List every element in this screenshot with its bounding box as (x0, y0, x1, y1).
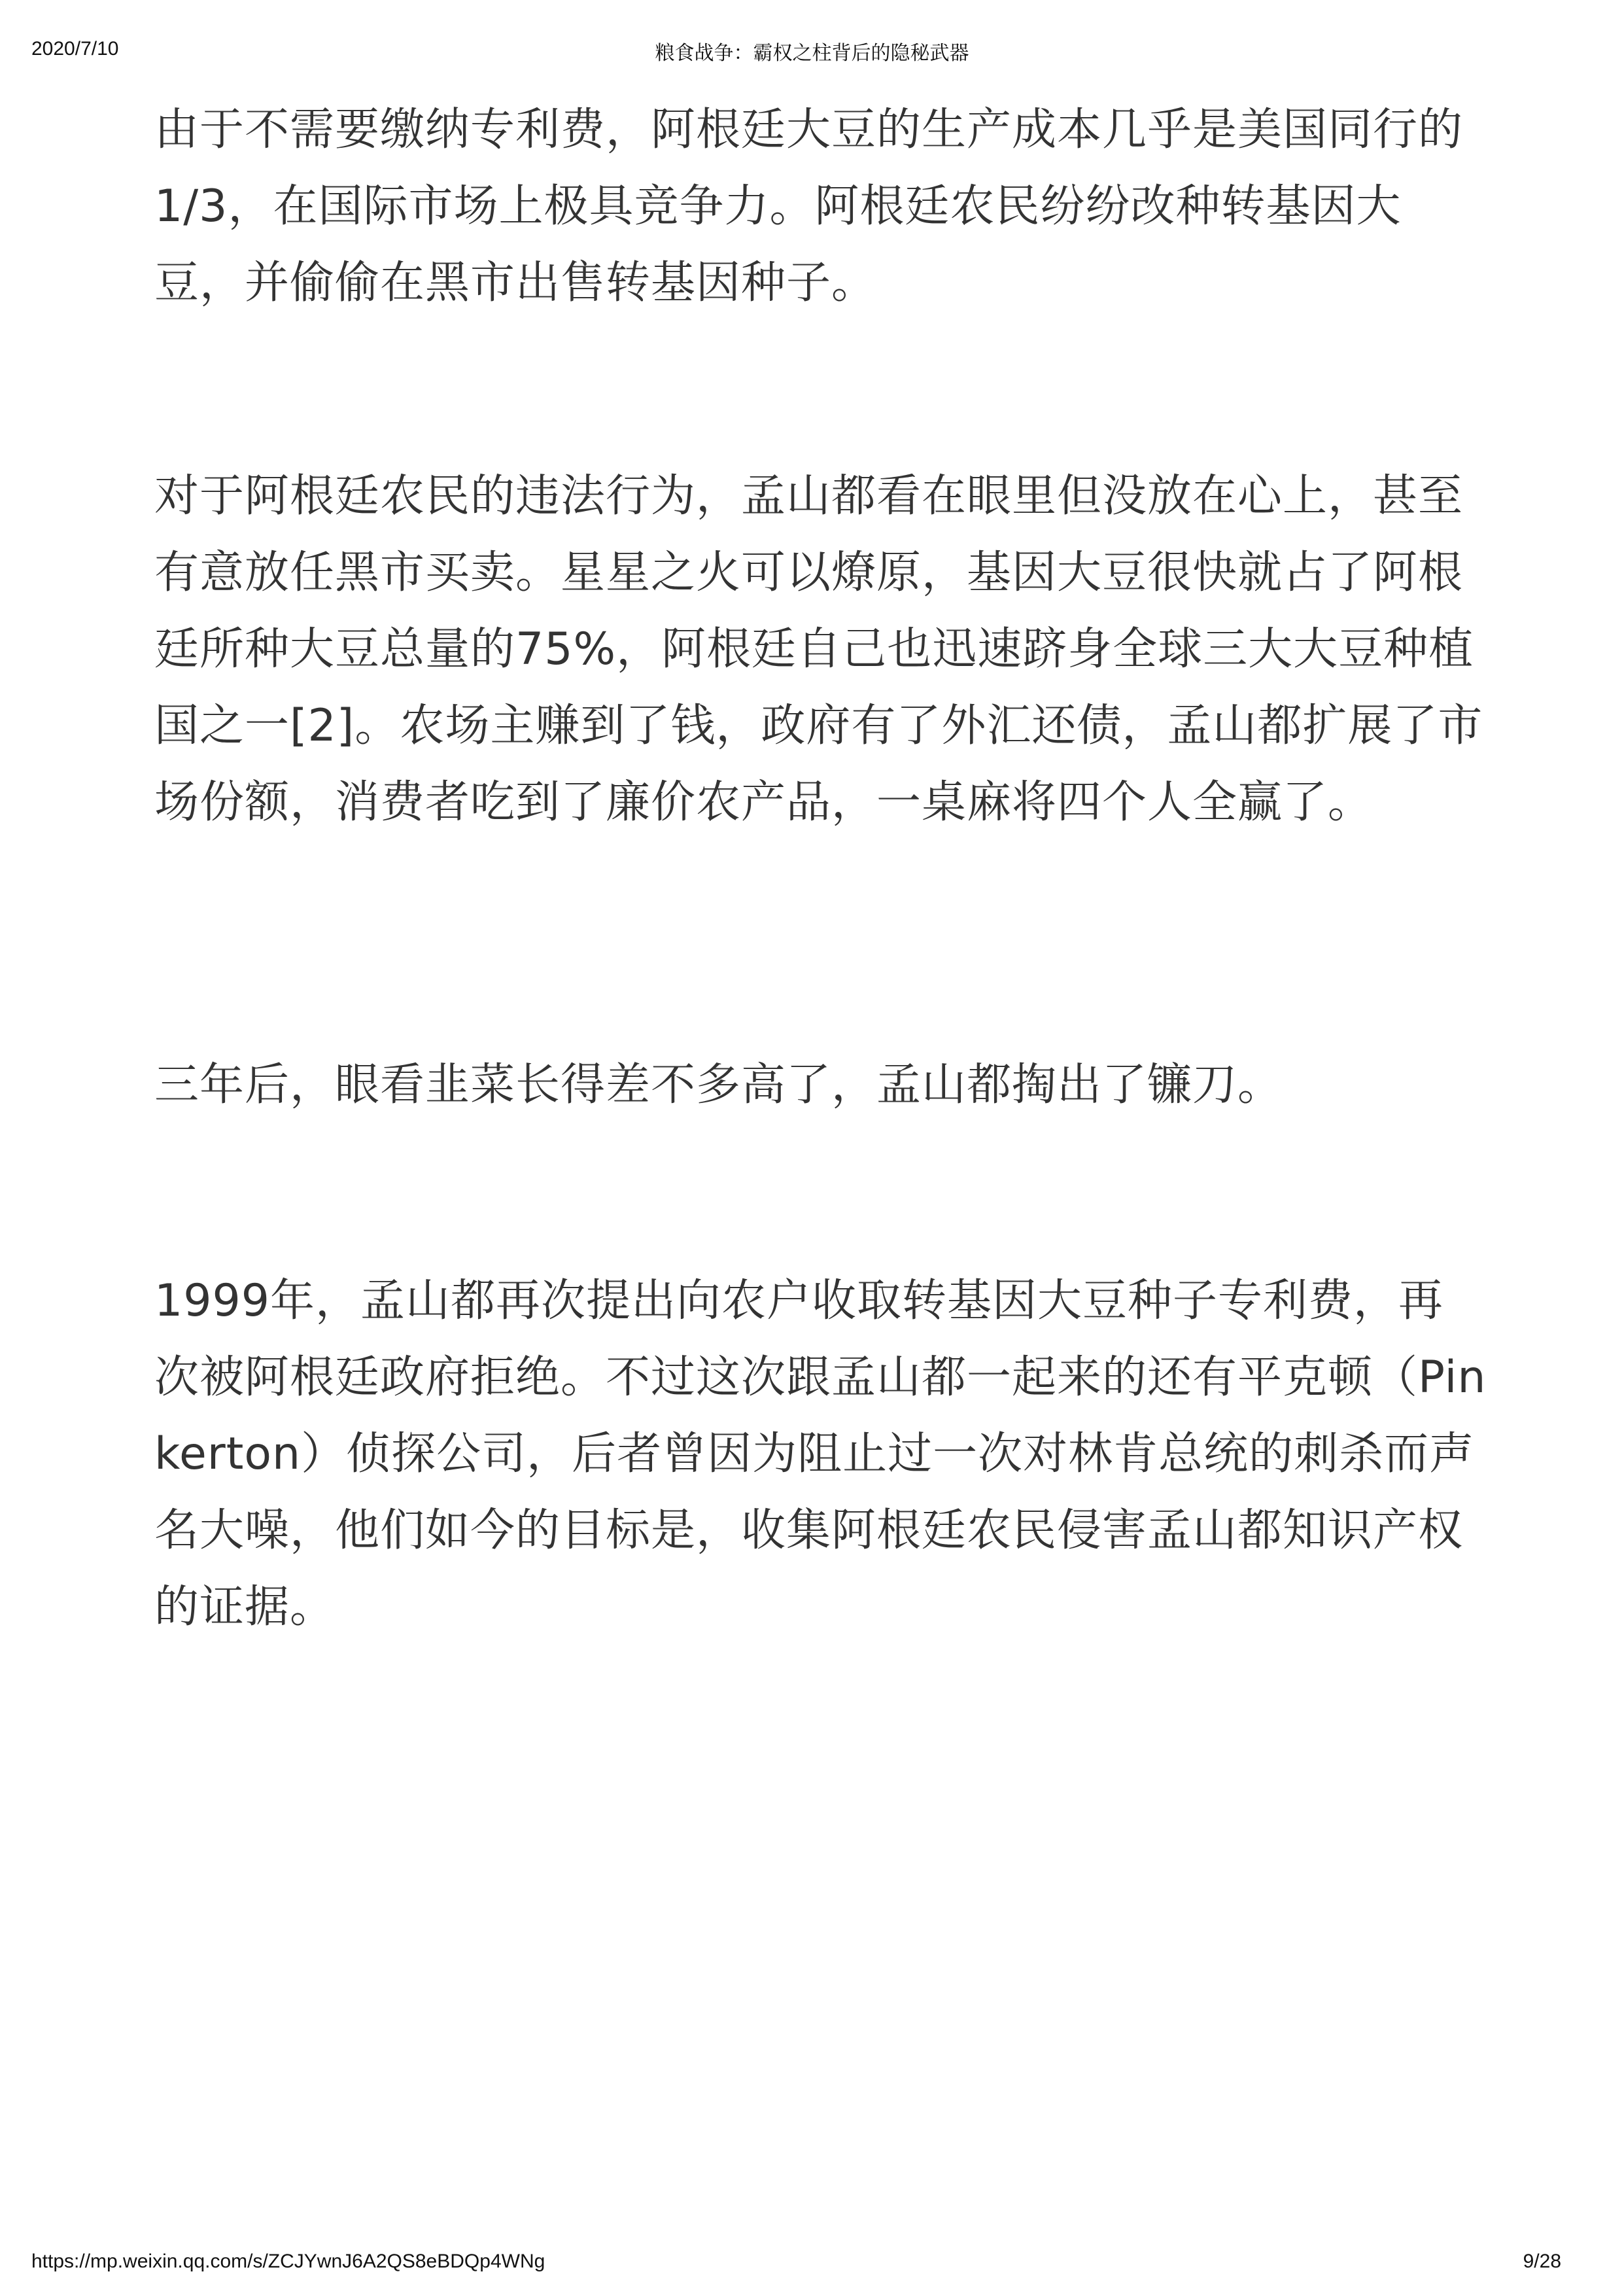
source-url[interactable]: https://mp.weixin.qq.com/s/ZCJYwnJ6A2QS8eBDQp4WNg (31, 2251, 545, 2272)
paragraph: 1999年，孟山都再次提出向农户收取转基因大豆种子专利费，再次被阿根廷政府拒绝。不过这次跟孟山都一起来的还有平克顿（Pinkerton）侦探公司，后者曾因为阻止过一次对林肯总统的刺杀而声名大噪，他们如今的目标是，收集阿根廷农民侵害孟山都知识产权的证据。 (154, 1275, 1487, 1633)
paragraph: 由于不需要缴纳专利费，阿根廷大豆的生产成本几乎是美国同行的1/3，在国际市场上极具竞争力。阿根廷农民纷纷改种转基因大豆，并偷偷在黑市出售转基因种子。 (154, 104, 1464, 309)
page-title: 粮食战争：霸权之柱背后的隐秘武器 (655, 42, 969, 65)
print-date: 2020/7/10 (31, 38, 119, 60)
page-number: 9/28 (1523, 2251, 1561, 2272)
paragraph: 对于阿根廷农民的违法行为，孟山都看在眼里但没放在心上，甚至有意放任黑市买卖。星星之火可以燎原，基因大豆很快就占了阿根廷所种大豆总量的75%，阿根廷自己也迅速跻身全球三大大豆种植国之一[2]。农场主赚到了钱，政府有了外汇还债，孟山都扩展了市场份额，消费者吃到了廉价农产品，一桌麻将四个人全赢了。 (154, 470, 1483, 828)
paragraph: 三年后，眼看韭菜长得差不多高了，孟山都掏出了镰刀。 (154, 1059, 1283, 1111)
